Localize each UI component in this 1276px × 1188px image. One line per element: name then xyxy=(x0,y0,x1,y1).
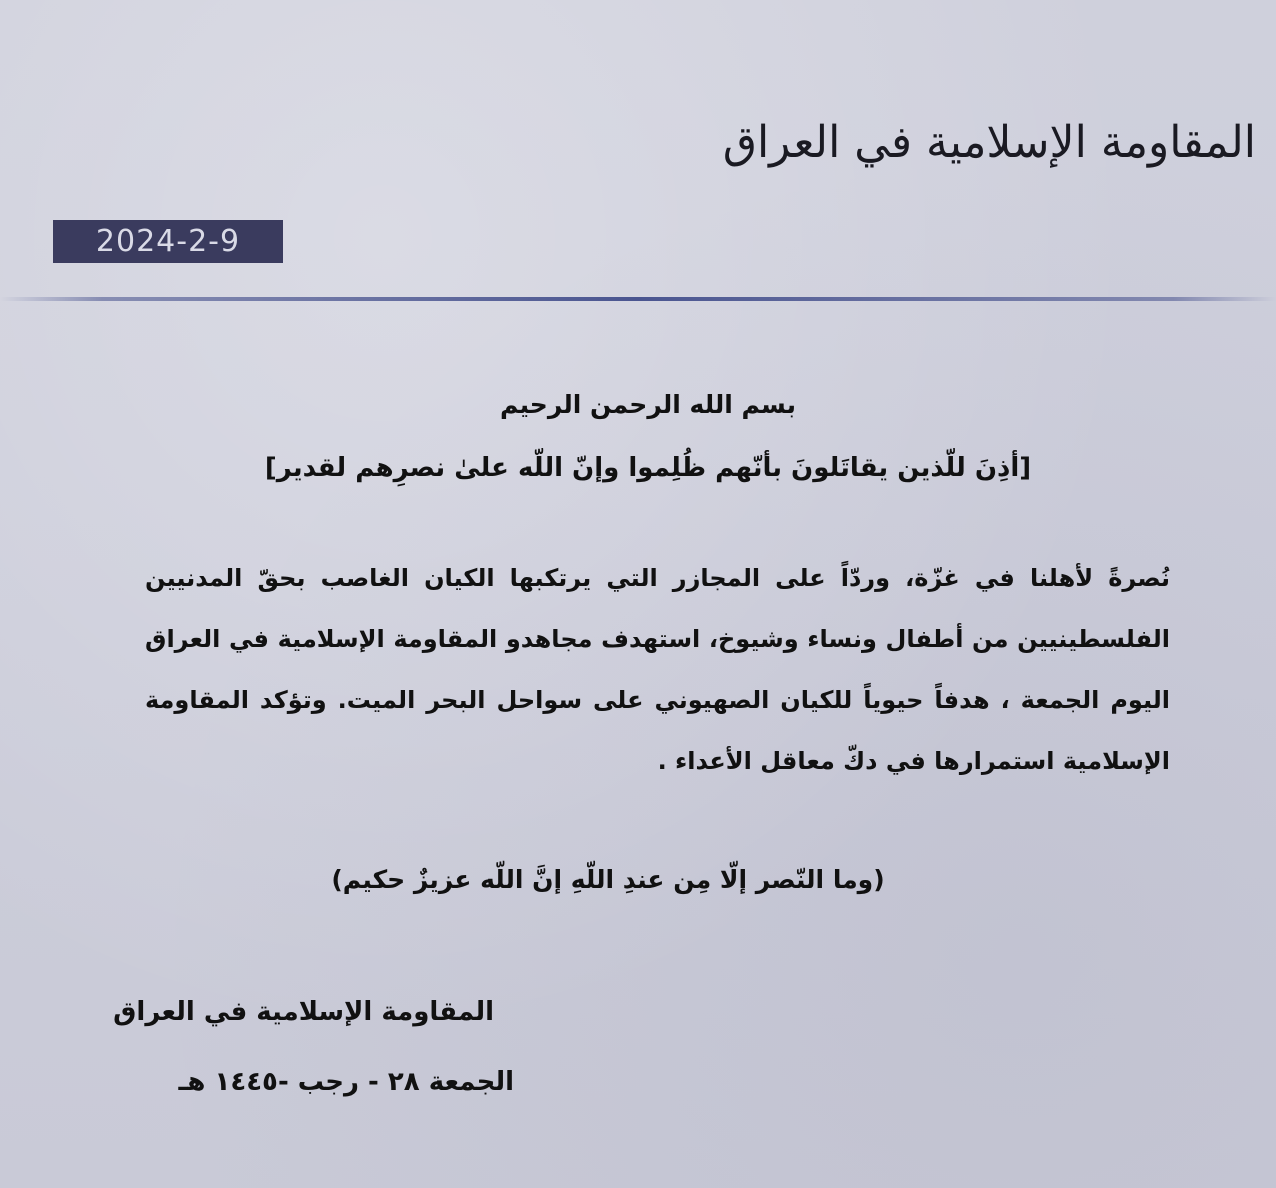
basmala: بسم الله الرحمن الرحيم xyxy=(500,390,796,419)
organization-logo: المقاومة الإسلامية في العراق xyxy=(722,117,1256,168)
date-badge: 2024-2-9 xyxy=(53,220,283,263)
quran-verse: [أذِنَ للّذين يقاتَلونَ بأنّهم ظُلِموا وإنّ اللّه علىٰ نصرِهم لقدير] xyxy=(264,453,1032,483)
statement-body: نُصرةً لأهلنا في غزّة، وردّاً على المجازر التي يرتكبها الكيان الغاصب بحقّ المدنيين الفلسطينيين من أطفال ونساء وشيوخ، استهدف مجاهدو المقاومة الإسلامية في العراق اليوم الجمعة ، هدفاً حيوياً للكيان الصهيوني على سواحل البحر الميت. وتؤكد المقاومة الإسلامية استمرارها في دكّ معاقل الأعداء . xyxy=(145,564,1170,775)
signature-date: الجمعة ٢٨ - رجب -١٤٤٥ هـ xyxy=(178,1067,514,1097)
header-divider xyxy=(0,297,1276,301)
signature-organization: المقاومة الإسلامية في العراق xyxy=(113,997,494,1027)
closing-verse: (وما النّصر إلّا مِن عندِ اللّهِ إنَّ اللّه عزيزٌ حكيم) xyxy=(331,865,885,894)
